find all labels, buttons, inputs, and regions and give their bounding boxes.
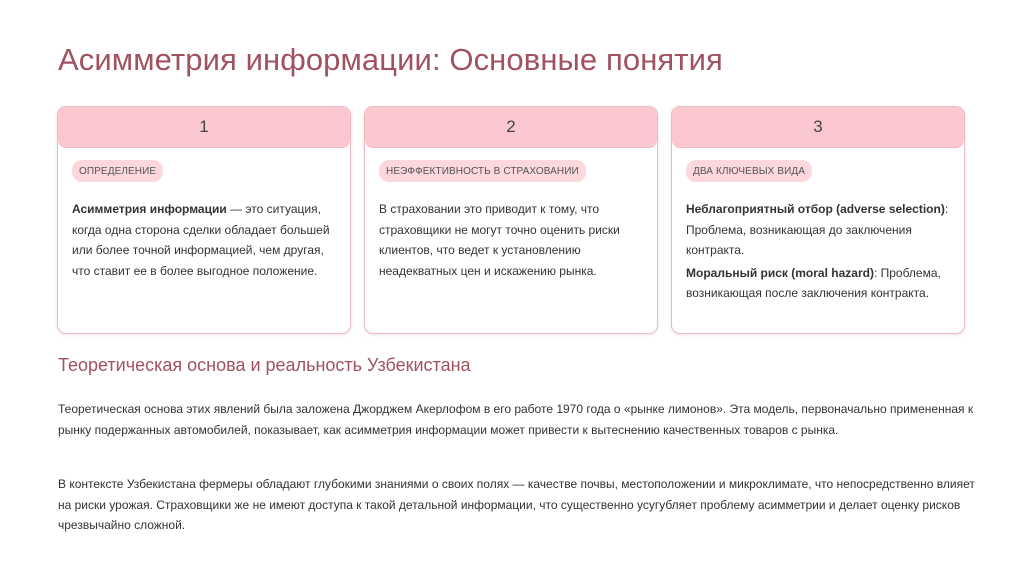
page-title: Асимметрия информации: Основные понятия: [58, 42, 723, 77]
card-number: 2: [365, 107, 657, 148]
card-definition: [57, 106, 351, 334]
card-text: [686, 199, 950, 304]
card-text: [72, 199, 336, 281]
card-number: 1: [58, 107, 350, 148]
card-description: В страховании это приводит к тому, что страховщики не могут точно оценить риски клиентов, что ведет к установлению неадекватных цен и искажению рынка.: [379, 202, 620, 278]
section-subtitle: Теоретическая основа и реальность Узбекистана: [58, 355, 471, 375]
card-number: 3: [672, 107, 964, 148]
card-text: [379, 199, 643, 281]
moral-hazard-item: [686, 263, 950, 304]
card-badge: ОПРЕДЕЛЕНИЕ: [72, 160, 163, 182]
paragraph-akerlof: Теоретическая основа этих явлений была заложена Джорджем Акерлофом в его работе 1970 года о «рынке лимонов». Эта модель, первоначально примененная к рынку подержанных автомобилей, показывает, как асимметрия информации может привести к вытеснению качественных товаров с рынка.: [58, 402, 974, 437]
card-insurance-inefficiency: [364, 106, 658, 334]
card-term: Асимметрия информации: [72, 202, 227, 216]
paragraph-uzbekistan: В контексте Узбекистана фермеры обладают глубокими знаниями о своих полях — качестве почвы, местоположении и микроклимате, что непосредственно влияет на риски урожая. Страховщики же не имеют доступа к такой детальной информации, что существенно усугубляет проблему асимметрии и делает оценку рисков чрезвычайно сложной.: [58, 477, 975, 532]
moral-hazard-term: Моральный риск (moral hazard): [686, 265, 874, 280]
card-badge: ДВА КЛЮЧЕВЫХ ВИДА: [686, 160, 812, 182]
card-two-key-types: [671, 106, 965, 334]
adverse-selection-term: Неблагоприятный отбор (adverse selection): [686, 202, 945, 216]
moral-hazard-text: : Проблема, возникающая после заключения контракта.: [686, 265, 941, 300]
card-badge: НЕЭФФЕКТИВНОСТЬ В СТРАХОВАНИИ: [379, 160, 586, 182]
adverse-selection-item: [686, 199, 950, 261]
adverse-selection-text: : Проблема, возникающая до заключения контракта.: [686, 202, 949, 257]
card-description: — это ситуация, когда одна сторона сделки обладает большей или более точной информацией, чем другая, что ставит ее в более выгодное положение.: [72, 202, 330, 278]
